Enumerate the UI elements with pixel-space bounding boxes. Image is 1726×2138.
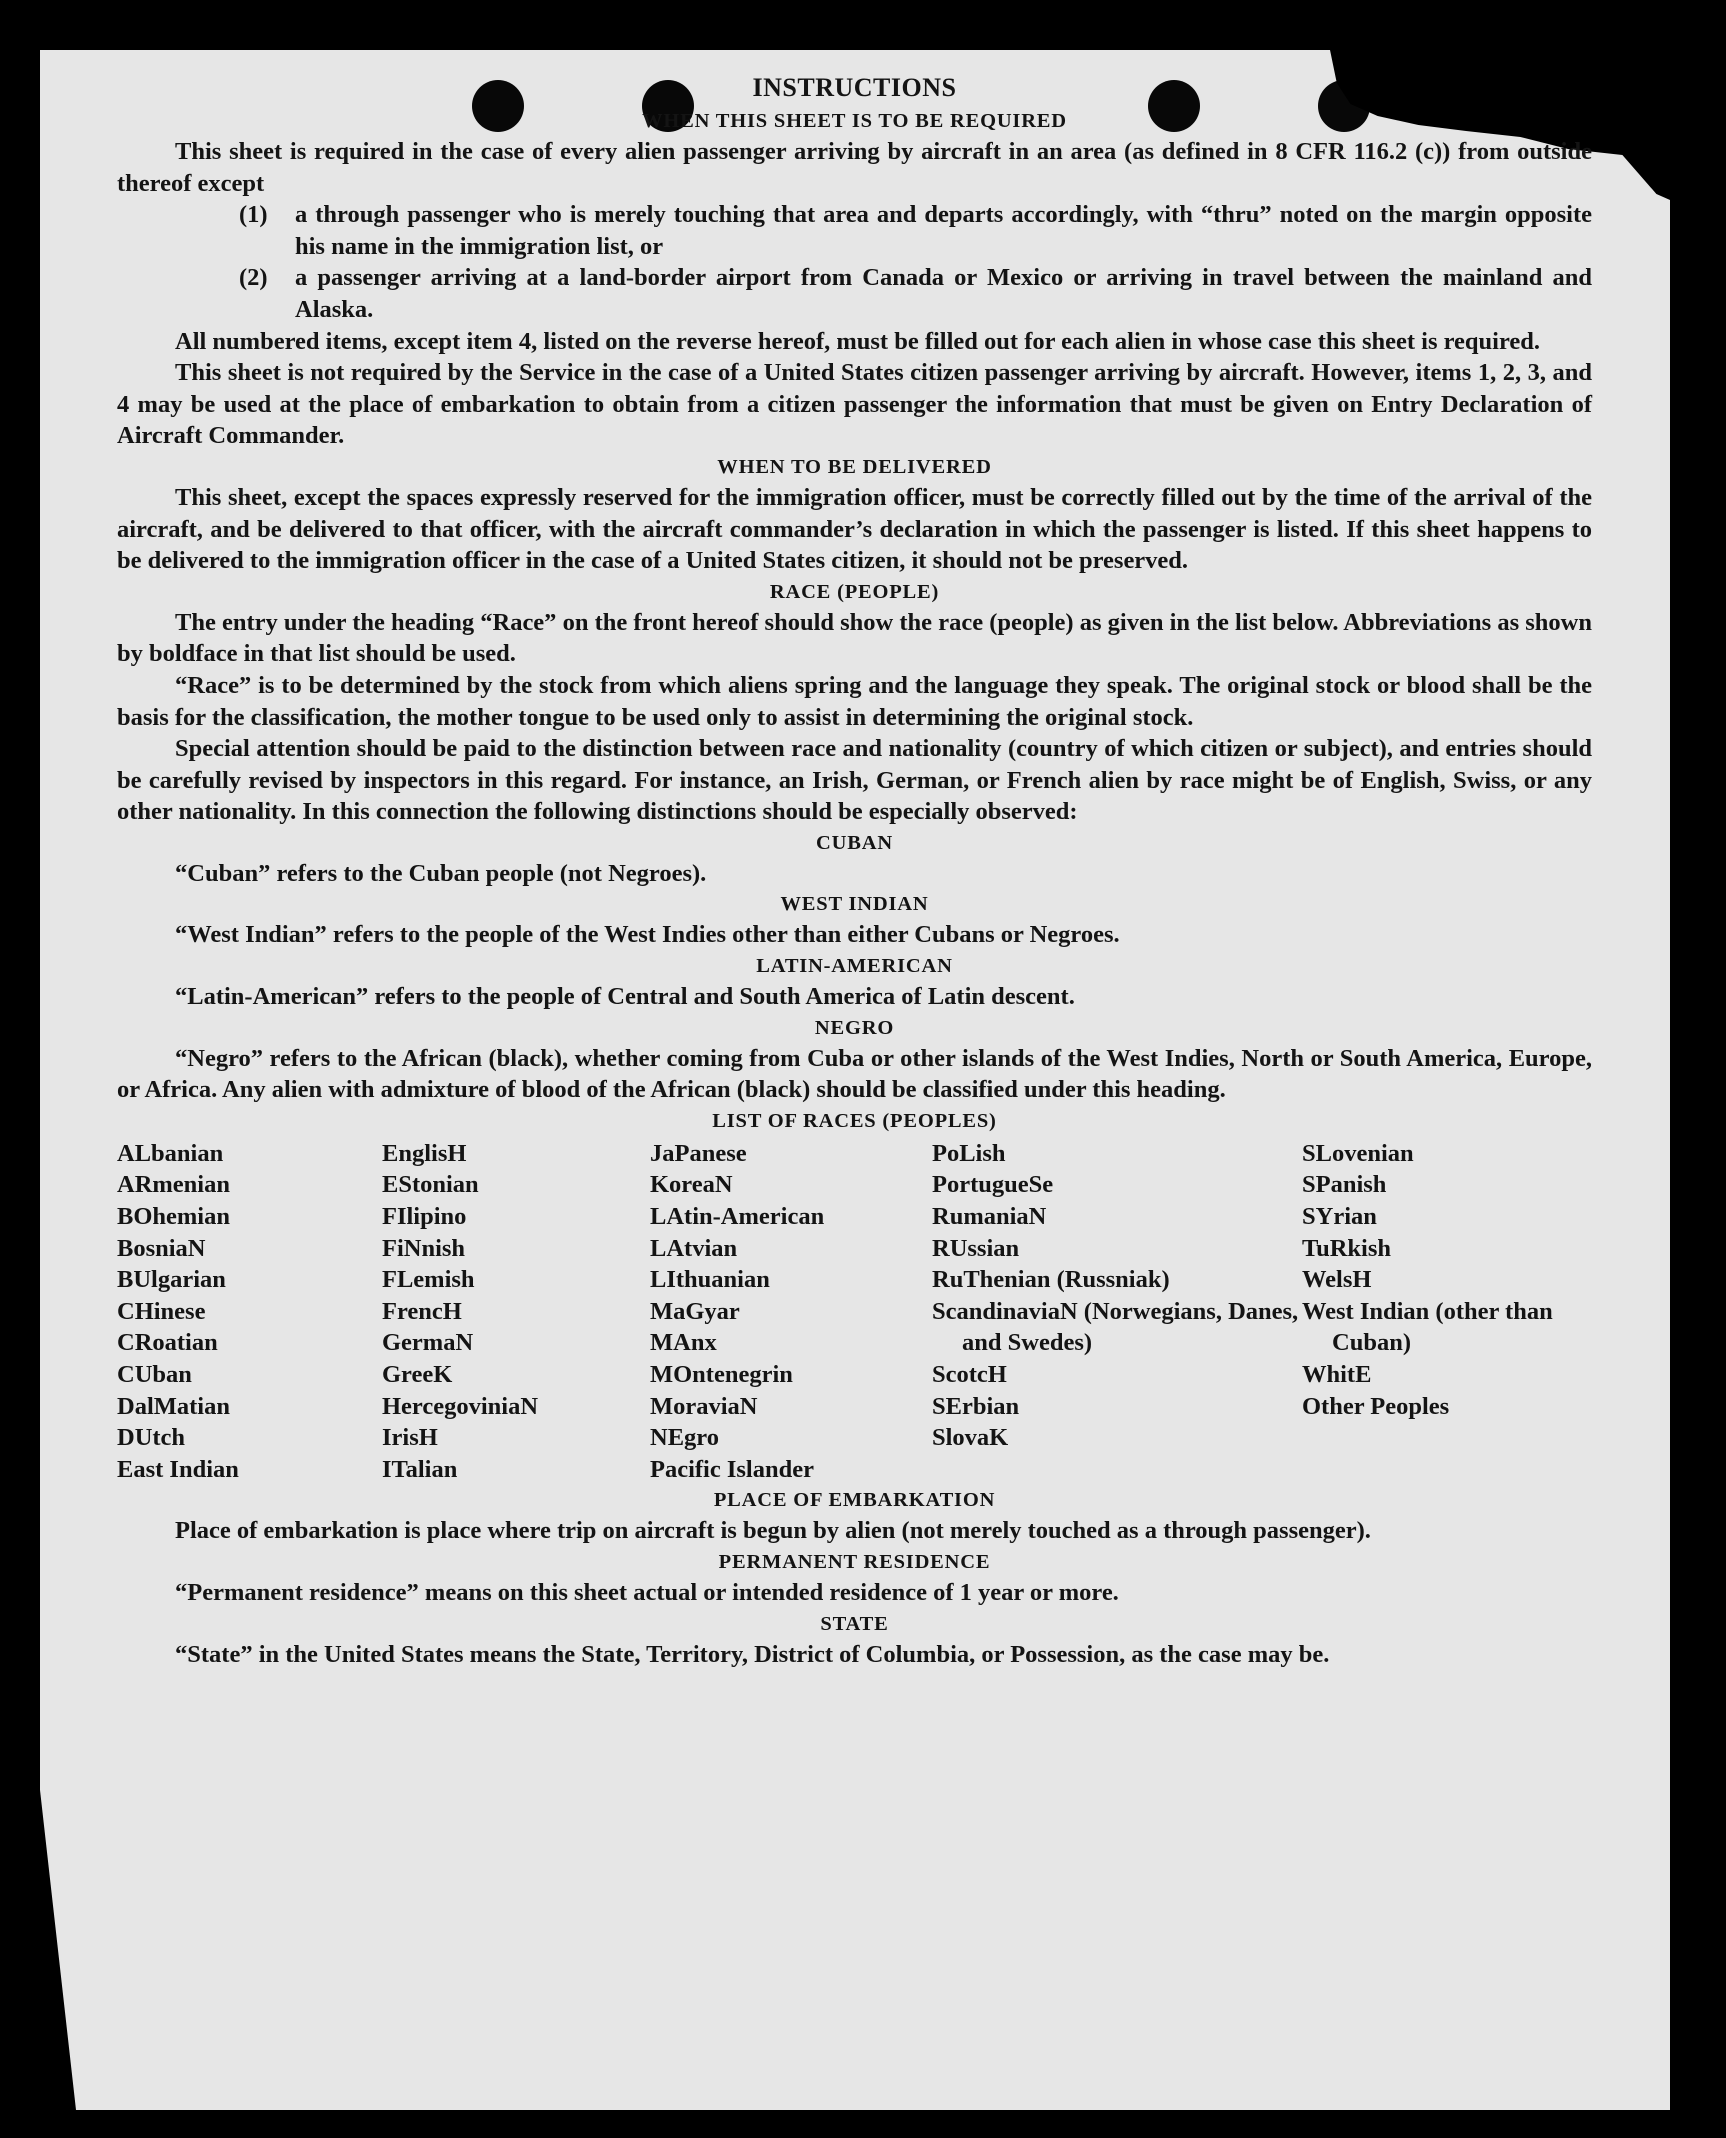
paragraph: “Cuban” refers to the Cuban people (not Negroes). [175,859,707,887]
paragraph: This sheet is not required by the Service in the case of a United States citizen passenger arriving by aircraft. However, items 1, 2, 3, and 4 may be used at the place of embarkation to obtain from a citizen passenger the information that must be given on Entry Declaration of Aircraft Commander. [117,359,1592,450]
race-entry: SErbian [932,1392,1020,1420]
race-entry: ITalian [382,1455,458,1483]
page-title: INSTRUCTIONS [752,73,957,102]
race-entry: Other Peoples [1302,1392,1450,1420]
race-entry: RumaniaN [932,1203,1047,1231]
race-entry: MaGyar [650,1297,740,1325]
race-entry: West Indian (other than Cuban) [1302,1297,1553,1357]
paragraph: “Negro” refers to the African (black), whether coming from Cuba or other islands of the West Indies, North or South America, Europe, or Africa. Any alien with admixture of blood of the African (black) should be classified under this heading. [117,1044,1592,1104]
paragraph: All numbered items, except item 4, listed on the reverse hereof, must be filled out for each alien in whose case this sheet is required. [175,327,1541,355]
race-entry: FLemish [382,1266,475,1294]
section-heading-required: WHEN THIS SHEET IS TO BE REQUIRED [642,110,1067,132]
race-entry: FIlipino [382,1203,467,1231]
race-entry: ScotcH [932,1361,1007,1388]
list-item [239,262,1592,325]
race-entry: CUban [117,1361,192,1388]
race-entry: JaPanese [650,1139,747,1167]
paragraph: Special attention should be paid to the distinction between race and nationality (country of which citizen or subject), and entries should be carefully revised by inspectors in this regard. For instance, an Irish, German, or French alien by race might be of English, Swiss, or any other nationality. In this connection the following distinctions should be especially observed: [117,735,1592,826]
race-entry: SPanish [1302,1171,1387,1199]
race-column [117,1138,382,1486]
race-entry: East Indian [117,1455,239,1483]
paragraph: “Latin-American” refers to the people of Central and South America of Latin descent. [175,983,1075,1011]
race-entry: LAtin-American [650,1203,825,1231]
torn-edge [40,1790,76,2110]
section-heading-list-of-races: LIST OF RACES (PEOPLES) [712,1109,997,1132]
race-entry: TuRkish [1302,1234,1392,1262]
section-heading-delivered: WHEN TO BE DELIVERED [717,455,992,478]
paragraph: The entry under the heading “Race” on the front hereof should show the race (people) as given in the list below. Abbreviations as shown by boldface in that list should be used. [117,608,1592,668]
paragraph: This sheet is required in the case of every alien passenger arriving by aircraft in an area (as defined in 8 CFR 116.2 (c)) from outside thereof except [117,138,1592,197]
race-entry: RuThenian (Russniak) [932,1266,1170,1294]
race-entry: IrisH [382,1424,438,1452]
race-entry: WelsH [1302,1266,1372,1294]
race-entry: BOhemian [117,1203,230,1231]
list-item [239,199,1592,262]
section-heading-residence: PERMANENT RESIDENCE [718,1550,991,1573]
race-column [650,1138,932,1486]
race-entry: HercegoviniaN [382,1392,539,1420]
race-column [1302,1138,1572,1486]
race-entry: FiNnish [382,1234,466,1262]
race-entry: CRoatian [117,1329,218,1357]
race-entry: GreeK [382,1361,453,1388]
race-entry: MAnx [650,1329,717,1357]
race-entry: SLovenian [1302,1139,1414,1167]
race-entry: LAtvian [650,1234,738,1262]
race-entry: EStonian [382,1171,479,1199]
race-entry: DUtch [117,1424,186,1452]
section-heading-negro: NEGRO [814,1016,895,1039]
race-entry: LIthuanian [650,1266,770,1294]
exception-list [117,199,1592,325]
race-entry: DalMatian [117,1392,230,1420]
section-heading-race: RACE (PEOPLE) [769,580,940,603]
race-entry: CHinese [117,1297,206,1325]
list-item-number: (1) [239,201,268,229]
race-entry: FrencH [382,1297,462,1325]
paragraph: Place of embarkation is place where trip on aircraft is begun by alien (not merely touched as a through passenger). [175,1517,1371,1545]
race-entry: KoreaN [650,1171,733,1199]
race-entry: Pacific Islander [650,1455,814,1483]
race-entry: GermaN [382,1329,474,1357]
paragraph: This sheet, except the spaces expressly reserved for the immigration officer, must be correctly filled out by the time of the arrival of the aircraft, and be delivered to that officer, with the aircraft commander’s declaration in which the passenger is listed. If this sheet happens to be delivered to the immigration officer in the case of a United States citizen, it should not be preserved. [117,483,1592,575]
race-entry: BosniaN [117,1234,206,1262]
section-heading-cuban: CUBAN [816,831,893,854]
list-item-text: a through passenger who is merely touching that area and departs accordingly, with “thru” noted on the margin opposite his name in the immigration list, or [295,201,1592,260]
race-column [382,1138,650,1486]
race-entry: WhitE [1302,1361,1372,1388]
race-entry: ARmenian [117,1171,230,1199]
list-item-text: a passenger arriving at a land-border airport from Canada or Mexico or arriving in travel between the mainland and Alaska. [295,264,1592,323]
race-list [117,1138,1592,1486]
race-entry: NEgro [650,1424,719,1452]
paragraph: “Race” is to be determined by the stock from which aliens spring and the language they speak. The original stock or blood shall be the basis for the classification, the mother tongue to be used only to assist in determining the original stock. [117,671,1592,731]
section-heading-west-indian: WEST INDIAN [780,893,929,916]
race-entry: PoLish [932,1139,1006,1167]
race-entry: RUssian [932,1234,1020,1262]
paragraph: “State” in the United States means the State, Territory, District of Columbia, or Possession, as the case may be. [175,1640,1330,1668]
race-entry: MOntenegrin [650,1361,793,1388]
section-heading-state: STATE [820,1612,889,1635]
race-entry: SYrian [1302,1203,1377,1231]
race-entry: ALbanian [117,1139,224,1167]
section-heading-embarkation: PLACE OF EMBARKATION [713,1489,996,1512]
race-entry: ScandinaviaN (Norwegians, Danes, and Swedes) [932,1297,1299,1357]
list-item-number: (2) [239,264,268,292]
paragraph: “Permanent residence” means on this sheet actual or intended residence of 1 year or more. [175,1578,1119,1606]
race-entry: PortugueSe [932,1171,1054,1199]
race-entry: BUlgarian [117,1266,226,1294]
paragraph: “West Indian” refers to the people of the West Indies other than either Cubans or Negroes. [175,921,1120,949]
race-entry: EnglisH [382,1139,467,1167]
race-entry: SlovaK [932,1424,1009,1452]
race-column [932,1138,1302,1486]
section-heading-latin-american: LATIN-AMERICAN [756,955,953,978]
instructions-text [117,70,1592,1670]
race-entry: MoraviaN [650,1392,758,1420]
